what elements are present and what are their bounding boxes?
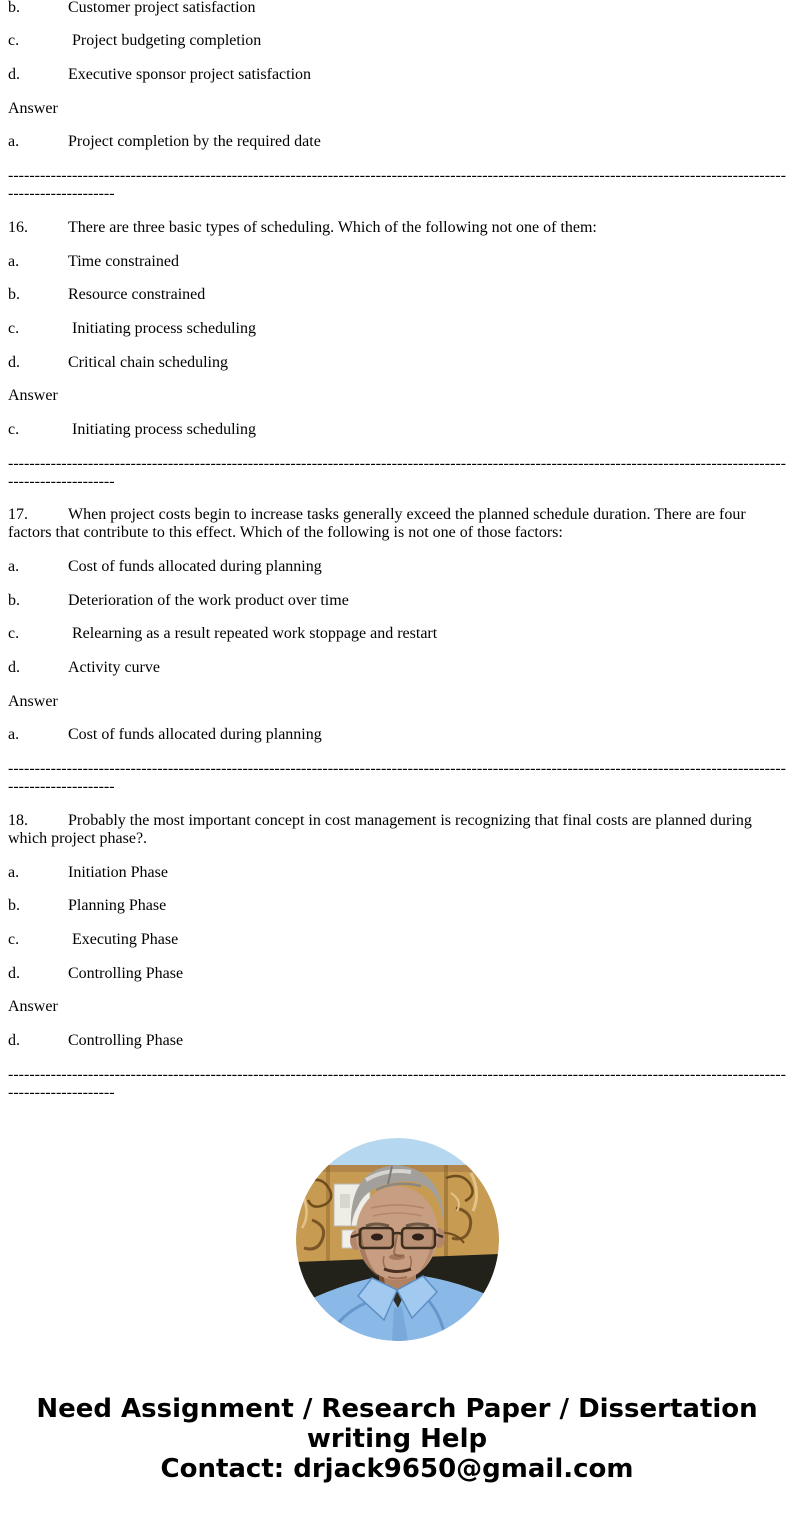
portrait-photo-container [8, 1138, 786, 1346]
option-letter: b. [8, 0, 20, 16]
question-text: There are three basic types of scheduling. Which of the following not one of them: [68, 218, 597, 236]
option-row [8, 659, 786, 677]
option-text: Customer project satisfaction [68, 0, 256, 16]
separator: ---------------------------------------------------------------------------------------------------------------------------------------------------------------------- [8, 167, 786, 203]
option-text: Initiation Phase [68, 863, 168, 881]
option-text: Executive sponsor project satisfaction [68, 66, 312, 84]
question-row [8, 812, 786, 848]
option-text: Time constrained [68, 252, 179, 270]
option-text: Relearning as a result repeated work stoppage and restart [68, 625, 438, 643]
option-letter: a. [8, 252, 20, 270]
question-row [8, 506, 786, 542]
option-row [8, 897, 786, 915]
option-text: Planning Phase [68, 897, 167, 915]
option-letter: b. [8, 897, 20, 915]
option-letter: c. [8, 420, 20, 438]
option-row [8, 965, 786, 983]
question-text: When project costs begin to increase tasks generally exceed the planned schedule duration. There are four factors that contribute to this effect. Which of the following is not one of those factors: [8, 506, 750, 542]
option-text: Project budgeting completion [68, 32, 262, 50]
answer-label: Answer [8, 99, 58, 117]
portrait-photo-illustration [296, 1138, 499, 1341]
question-text: Probably the most important concept in cost management is recognizing that final costs are planned during which project phase?. [8, 811, 756, 847]
footer-heading-line-1: Need Assignment / Research Paper / Dissertation [36, 1393, 758, 1424]
answer-row [8, 726, 786, 744]
portrait-photo [296, 1138, 499, 1341]
option-letter: a. [8, 558, 20, 575]
option-text: Critical chain scheduling [68, 353, 228, 371]
option-text: Cost of funds allocated during planning [68, 558, 322, 575]
option-text: Resource constrained [68, 286, 206, 304]
answer-row [8, 421, 786, 439]
option-letter: d. [8, 66, 20, 84]
option-row [8, 592, 786, 610]
answer-text: Controlling Phase [68, 1031, 184, 1049]
option-text: Activity curve [68, 659, 160, 677]
option-letter: d. [8, 659, 20, 677]
option-row [8, 286, 786, 304]
option-letter: a. [8, 133, 20, 151]
answer-row [8, 133, 786, 151]
option-letter: c. [8, 625, 20, 643]
question-row [8, 219, 786, 237]
footer-heading-line-2: writing Help [306, 1423, 488, 1454]
option-row [8, 558, 786, 576]
option-text: Controlling Phase [68, 964, 184, 982]
separator: ---------------------------------------------------------------------------------------------------------------------------------------------------------------------- [8, 760, 786, 796]
option-row [8, 354, 786, 372]
answer-label: Answer [8, 387, 58, 405]
separator: ---------------------------------------------------------------------------------------------------------------------------------------------------------------------- [8, 1065, 786, 1101]
option-row [8, 320, 786, 338]
option-letter: b. [8, 591, 20, 609]
separator: ---------------------------------------------------------------------------------------------------------------------------------------------------------------------- [8, 454, 786, 490]
answer-label: Answer [8, 998, 58, 1016]
footer-contact: Contact: drjack9650@gmail.com [160, 1453, 634, 1484]
answer-text: Project completion by the required date [68, 133, 321, 151]
option-row [8, 66, 786, 84]
option-text: Executing Phase [68, 930, 179, 948]
question-number: 16. [8, 218, 28, 236]
option-row [8, 32, 786, 50]
option-row [8, 253, 786, 271]
option-row [8, 864, 786, 882]
footer [8, 1394, 786, 1484]
answer-label: Answer [8, 692, 58, 710]
option-letter: d. [8, 964, 20, 982]
option-letter: d. [8, 1031, 20, 1049]
option-letter: c. [8, 930, 20, 948]
quiz-document [8, 0, 786, 1484]
option-row [8, 625, 786, 643]
option-letter: c. [8, 319, 20, 337]
question-number: 18. [8, 811, 28, 829]
option-letter: a. [8, 726, 20, 744]
option-letter: d. [8, 353, 20, 371]
question-number: 17. [8, 506, 28, 524]
answer-text: Cost of funds allocated during planning [68, 726, 322, 744]
option-row [8, 0, 786, 17]
option-letter: c. [8, 32, 20, 50]
answer-text: Initiating process scheduling [68, 420, 256, 438]
option-text: Deterioration of the work product over time [68, 591, 349, 609]
option-letter: b. [8, 286, 20, 304]
option-letter: a. [8, 863, 20, 881]
option-row [8, 931, 786, 949]
answer-row [8, 1032, 786, 1050]
option-text: Initiating process scheduling [68, 319, 256, 337]
